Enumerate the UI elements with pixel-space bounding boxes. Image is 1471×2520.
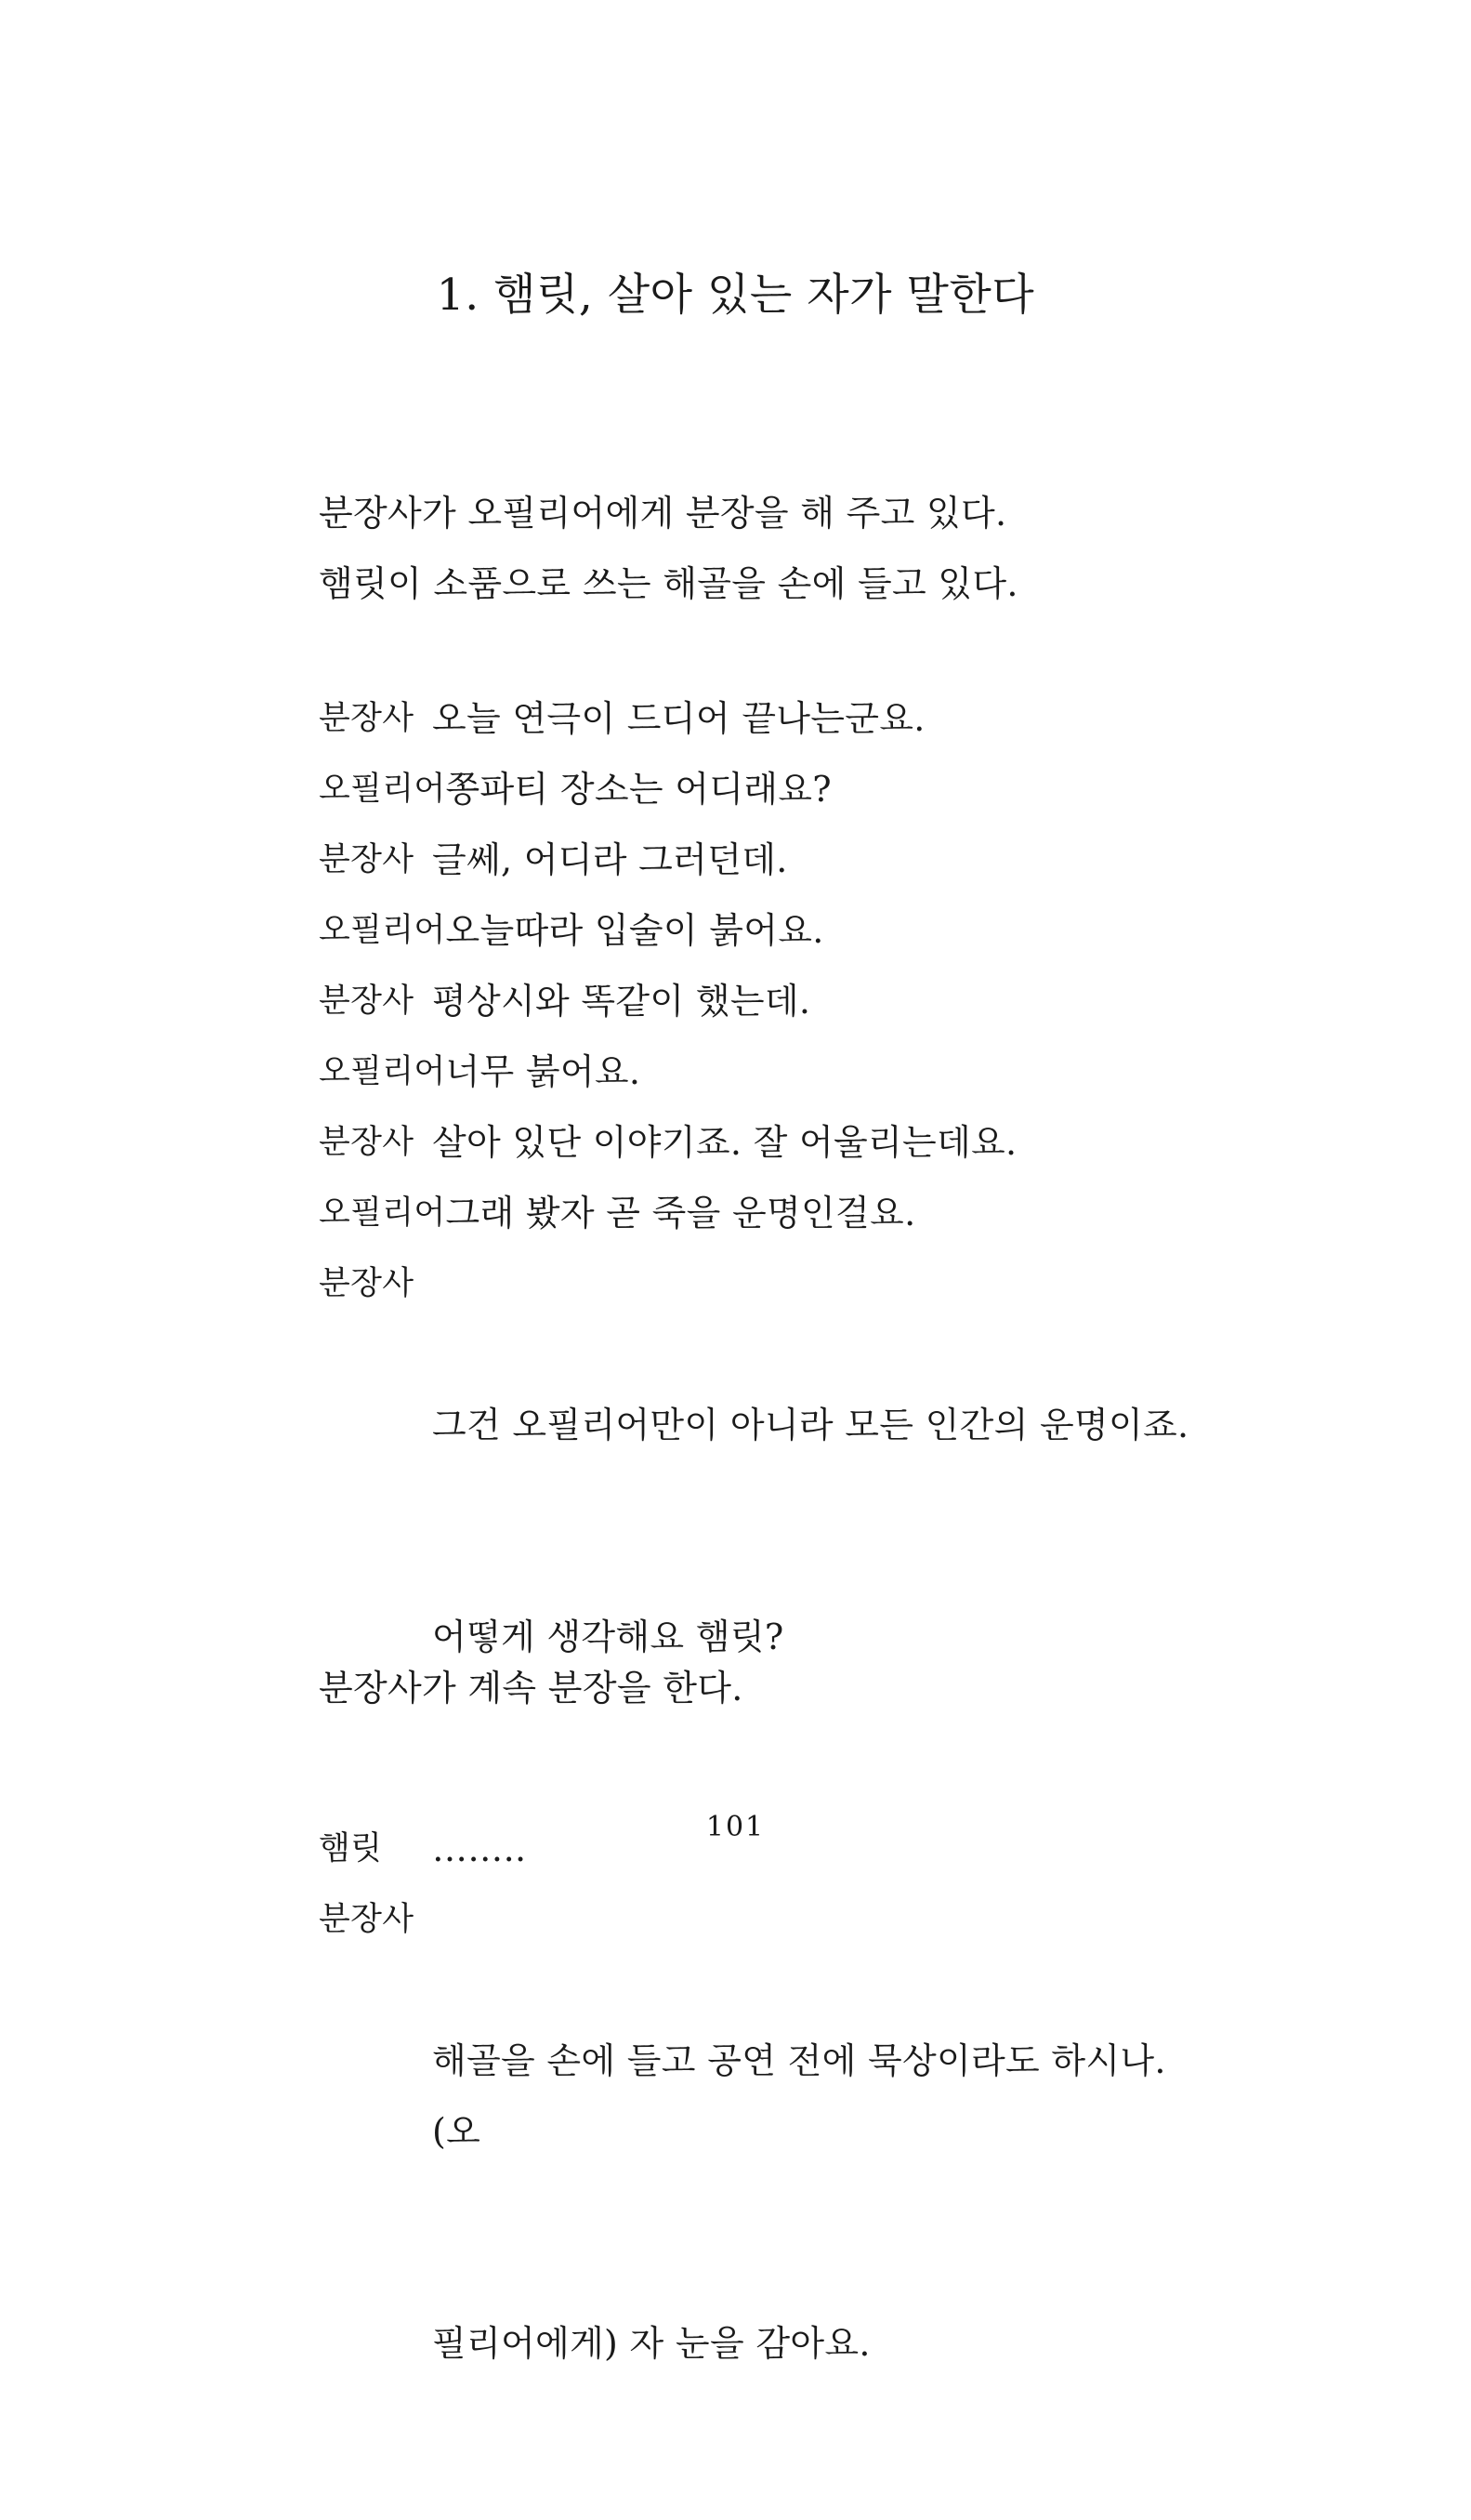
speaker-name: 분장사: [319, 1265, 414, 1302]
speech-text: [445, 754, 1202, 825]
speech-line: 그건 오필리어만이 아니라 모든 인간의 운명이죠.: [432, 1405, 1189, 1445]
speech-text: [445, 1178, 1202, 1248]
speech-line: 어떻게 생각해요 햄릿?: [432, 1616, 784, 1657]
speech-text: [432, 966, 1202, 1036]
dialogue-line: [319, 966, 1202, 1036]
stage-direction: 햄릿이 소품으로 쓰는 해골을 손에 들고 있다.: [319, 563, 1018, 604]
dialogue-line: [319, 825, 1202, 895]
speaker-name: 분장사: [319, 1124, 414, 1161]
speaker-name: 분장사: [319, 983, 414, 1020]
chapter-title: 1. 햄릿, 살아 있는 자가 말한다: [436, 270, 1035, 321]
speech-line: 글쎄, 어디라 그러던데.: [432, 839, 788, 880]
speaker-name: 분장사: [319, 841, 414, 878]
speech-line: 살아 있단 이야기죠. 잘 어울리는데요.: [432, 1122, 1018, 1163]
speech-line: 필리어에게) 자 눈을 감아요.: [432, 2323, 871, 2364]
dialogue-line: [319, 1036, 1202, 1107]
speech-text: [432, 683, 1202, 754]
speech-line: 평상시와 똑같이 했는데.: [432, 981, 811, 1022]
speaker-name: 분장사: [319, 1901, 414, 1938]
dialogue-block: [319, 683, 1202, 2520]
dialogue-line: [319, 1178, 1202, 1248]
stage-direction: 분장사가 계속 분장을 한다.: [319, 1668, 743, 1709]
speech-line: 쫑파티 장소는 어디래요?: [445, 769, 832, 810]
dialogue-line: [319, 895, 1202, 966]
speech-text: [432, 1107, 1202, 1178]
closing-stage-directions: [319, 1653, 1202, 1723]
speaker-name: 오필리어: [319, 771, 446, 808]
speaker-name: 오필리어: [319, 1194, 446, 1232]
page-number: 101: [705, 1811, 766, 1843]
speech-line: 해골을 손에 들고 공연 전에 묵상이라도 하시나. (오: [432, 2040, 1178, 2152]
dialogue-line: [319, 683, 1202, 754]
speech-text: [432, 825, 1202, 895]
speech-line: 오늘 연극이 드디어 끝나는군요.: [432, 698, 926, 739]
stage-direction: 분장사가 오필리어에게 분장을 해 주고 있다.: [319, 493, 1007, 534]
dialogue-line: [319, 1248, 1202, 1814]
speaker-name: 분장사: [319, 700, 414, 737]
speaker-name: 오필리어: [319, 912, 446, 949]
dialogue-line: [319, 754, 1202, 825]
dialogue-line: [319, 1107, 1202, 1178]
speech-line: 너무 붉어요.: [445, 1051, 641, 1092]
dialogue-line: [319, 1884, 1202, 2520]
speech-line: ……..: [432, 1828, 527, 1869]
speech-text: [432, 1248, 1202, 1814]
speech-text: [445, 895, 1202, 966]
opening-stage-directions: [319, 478, 1202, 619]
speech-text: [432, 1884, 1202, 2520]
speech-text: [445, 1036, 1202, 1107]
speech-line: 오늘따라 입술이 붉어요.: [445, 910, 824, 951]
speaker-name: 오필리어: [319, 1053, 446, 1090]
speech-line: 그래 봤자 곧 죽을 운명인걸요.: [445, 1193, 916, 1234]
speaker-name: 햄릿: [319, 1830, 383, 1867]
